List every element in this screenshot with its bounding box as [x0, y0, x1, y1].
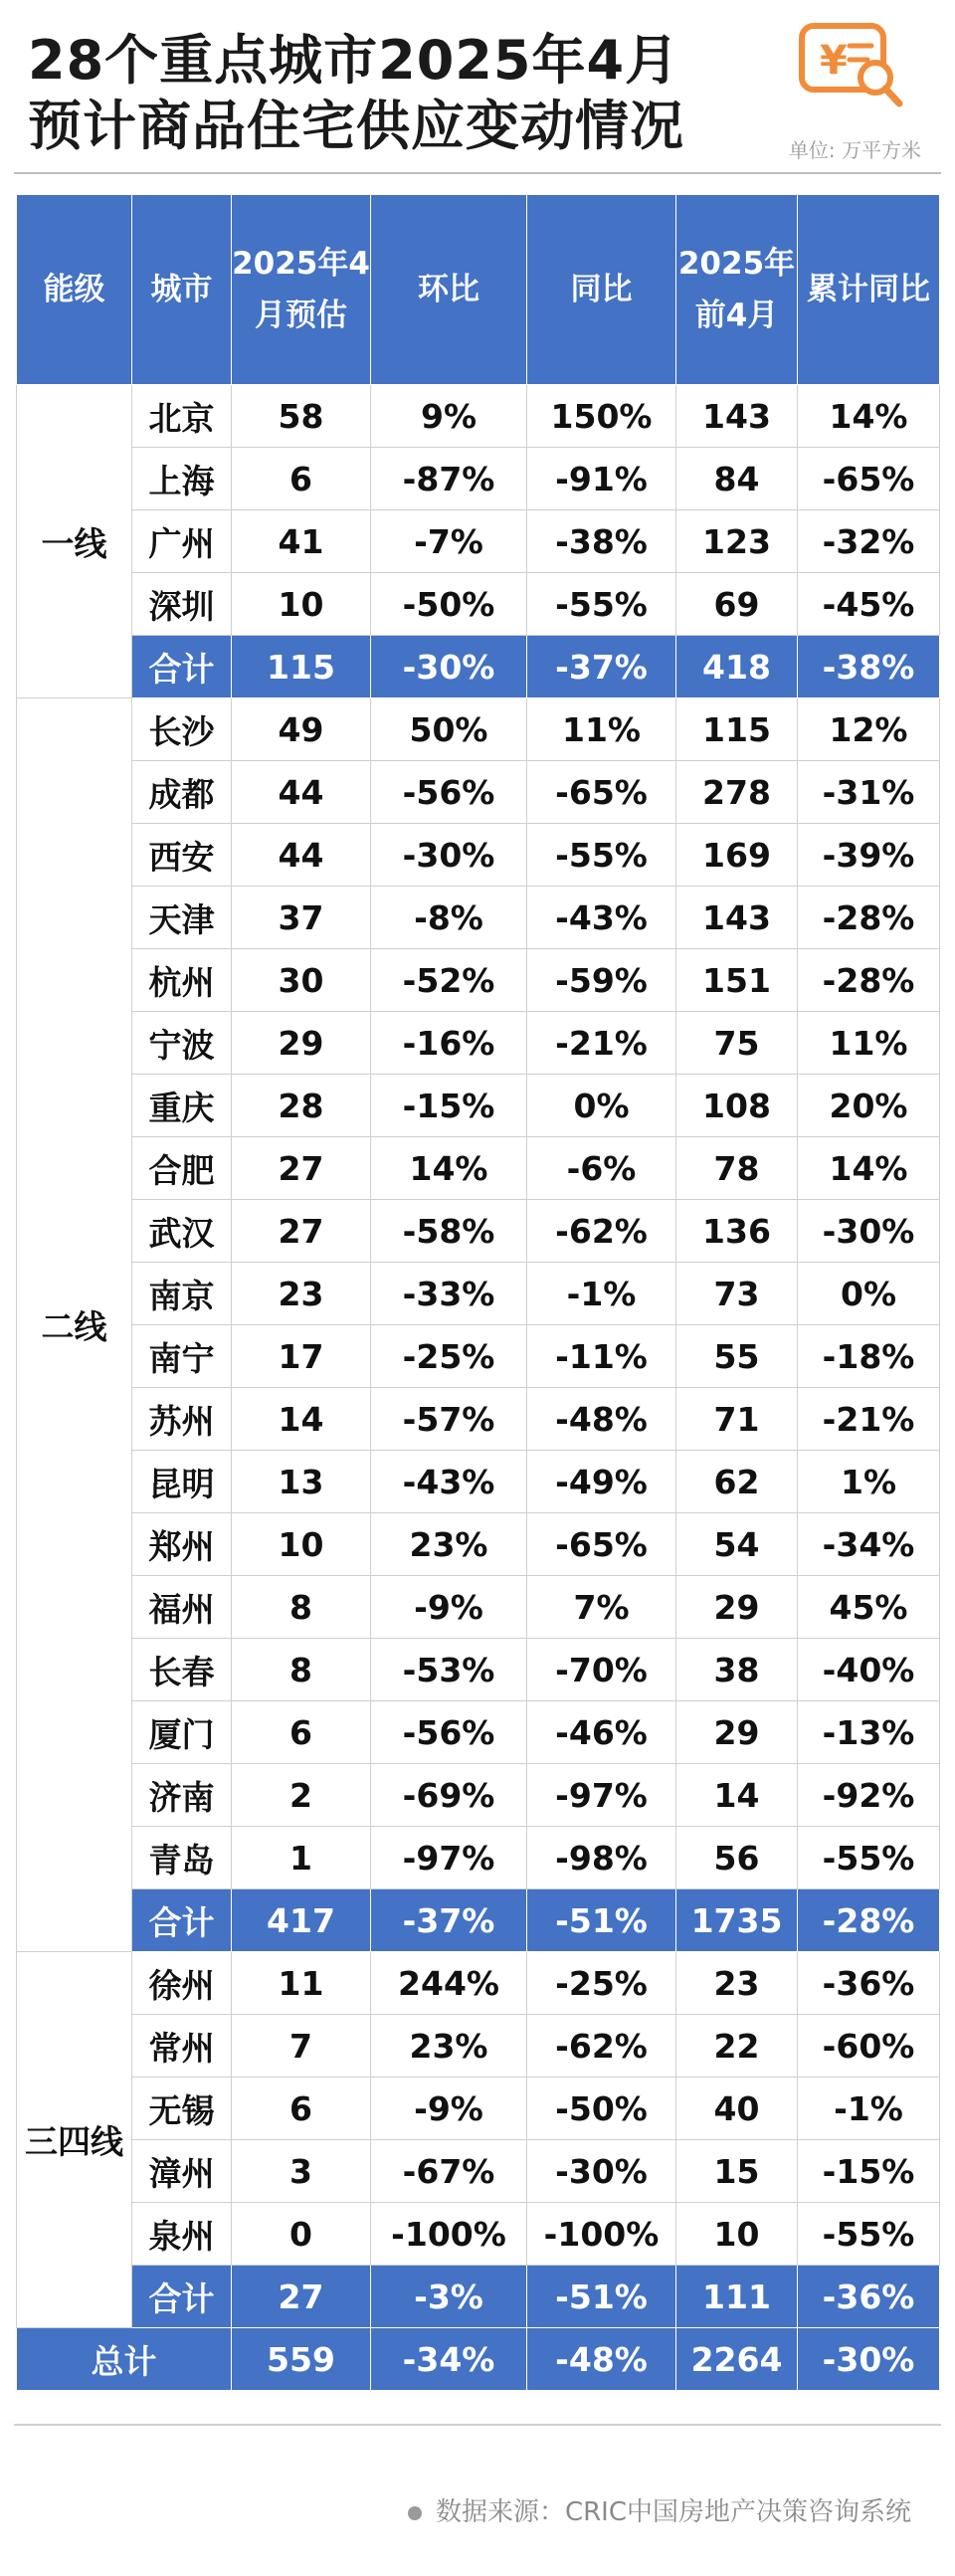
subtotal-value: -51%	[527, 1889, 676, 1952]
data-source-text: 数据来源：CRIC中国房地产决策咨询系统	[435, 2497, 911, 2527]
value-cell: 6	[232, 448, 371, 510]
table-row	[17, 1701, 940, 1764]
value-cell: 84	[676, 448, 798, 510]
table-row	[17, 1200, 940, 1263]
title-line-1: 28个重点城市2025年4月	[28, 29, 680, 92]
value-cell: 10	[676, 2203, 798, 2266]
value-cell: -32%	[798, 510, 940, 573]
value-cell: -38%	[527, 510, 676, 573]
value-cell: -100%	[527, 2203, 676, 2266]
value-cell: 73	[676, 1263, 798, 1325]
bullet-icon	[408, 2506, 422, 2520]
column-header: 环比	[371, 195, 527, 385]
value-cell: 45%	[798, 1576, 940, 1639]
value-cell: 7	[232, 2015, 371, 2078]
column-header: 2025年4月预估	[232, 195, 371, 385]
city-cell: 南京	[132, 1263, 232, 1325]
data-source	[408, 2491, 911, 2528]
value-cell: -67%	[371, 2140, 527, 2203]
column-header: 累计同比	[798, 195, 940, 385]
value-cell: -39%	[798, 824, 940, 887]
city-cell: 长春	[132, 1639, 232, 1701]
value-cell: 2	[232, 1764, 371, 1827]
table-row	[17, 1827, 940, 1889]
table-row	[17, 2140, 940, 2203]
value-cell: -97%	[527, 1764, 676, 1827]
table-row	[17, 1325, 940, 1388]
total-value: -48%	[527, 2328, 676, 2391]
header-divider	[14, 172, 941, 174]
value-cell: 14%	[798, 385, 940, 448]
subtotal-value: -30%	[371, 636, 527, 698]
value-cell: 0%	[798, 1263, 940, 1325]
city-cell: 济南	[132, 1764, 232, 1827]
value-cell: -92%	[798, 1764, 940, 1827]
subtotal-label: 合计	[132, 636, 232, 698]
value-cell: 29	[676, 1576, 798, 1639]
value-cell: 44	[232, 824, 371, 887]
value-cell: 23%	[371, 1513, 527, 1576]
value-cell: 20%	[798, 1075, 940, 1137]
value-cell: -60%	[798, 2015, 940, 2078]
city-cell: 杭州	[132, 949, 232, 1012]
value-cell: 123	[676, 510, 798, 573]
value-cell: 62	[676, 1451, 798, 1513]
value-cell: -40%	[798, 1639, 940, 1701]
value-cell: 3	[232, 2140, 371, 2203]
value-cell: 169	[676, 824, 798, 887]
footer-divider	[14, 2424, 941, 2426]
value-cell: -59%	[527, 949, 676, 1012]
value-cell: -97%	[371, 1827, 527, 1889]
value-cell: -55%	[527, 824, 676, 887]
city-cell: 深圳	[132, 573, 232, 636]
table-row	[17, 1137, 940, 1200]
city-cell: 成都	[132, 761, 232, 824]
value-cell: 38	[676, 1639, 798, 1701]
city-cell: 福州	[132, 1576, 232, 1639]
subtotal-value: -28%	[798, 1889, 940, 1952]
city-cell: 天津	[132, 887, 232, 949]
table-row	[17, 761, 940, 824]
city-cell: 长沙	[132, 698, 232, 761]
value-cell: -30%	[527, 2140, 676, 2203]
value-cell: 23%	[371, 2015, 527, 2078]
value-cell: 29	[676, 1701, 798, 1764]
value-cell: -7%	[371, 510, 527, 573]
value-cell: -100%	[371, 2203, 527, 2266]
city-cell: 昆明	[132, 1451, 232, 1513]
value-cell: 0	[232, 2203, 371, 2266]
subtotal-value: 27	[232, 2266, 371, 2328]
table-row	[17, 1075, 940, 1137]
tier-cell: 三四线	[17, 1952, 132, 2328]
total-value: 2264	[676, 2328, 798, 2391]
value-cell: -50%	[527, 2078, 676, 2140]
column-header: 能级	[17, 195, 132, 385]
value-cell: -11%	[527, 1325, 676, 1388]
value-cell: 0%	[527, 1075, 676, 1137]
city-cell: 重庆	[132, 1075, 232, 1137]
value-cell: 10	[232, 573, 371, 636]
tier-cell: 二线	[17, 698, 132, 1952]
value-cell: 6	[232, 1701, 371, 1764]
value-cell: -43%	[527, 887, 676, 949]
table-row	[17, 698, 940, 761]
table-row	[17, 1576, 940, 1639]
subtotal-value: -36%	[798, 2266, 940, 2328]
value-cell: 69	[676, 573, 798, 636]
total-value: -30%	[798, 2328, 940, 2391]
value-cell: -53%	[371, 1639, 527, 1701]
subtotal-value: -37%	[527, 636, 676, 698]
city-cell: 武汉	[132, 1200, 232, 1263]
value-cell: -36%	[798, 1952, 940, 2015]
total-value: 559	[232, 2328, 371, 2391]
value-cell: -65%	[527, 761, 676, 824]
subtotal-value: -37%	[371, 1889, 527, 1952]
table-row	[17, 1451, 940, 1513]
table-row	[17, 1639, 940, 1701]
value-cell: 150%	[527, 385, 676, 448]
value-cell: -13%	[798, 1701, 940, 1764]
table-row	[17, 448, 940, 510]
value-cell: -8%	[371, 887, 527, 949]
value-cell: 151	[676, 949, 798, 1012]
value-cell: -45%	[798, 573, 940, 636]
value-cell: 15	[676, 2140, 798, 2203]
table-row	[17, 2078, 940, 2140]
table-row	[17, 1263, 940, 1325]
value-cell: -57%	[371, 1388, 527, 1451]
supply-table	[16, 194, 940, 2391]
value-cell: 27	[232, 1137, 371, 1200]
value-cell: -25%	[371, 1325, 527, 1388]
value-cell: -25%	[527, 1952, 676, 2015]
svg-text:¥: ¥	[820, 38, 848, 84]
value-cell: -62%	[527, 2015, 676, 2078]
value-cell: 58	[232, 385, 371, 448]
city-cell: 合肥	[132, 1137, 232, 1200]
value-cell: 56	[676, 1827, 798, 1889]
value-cell: -91%	[527, 448, 676, 510]
value-cell: -21%	[527, 1012, 676, 1075]
value-cell: -1%	[527, 1263, 676, 1325]
value-cell: 75	[676, 1012, 798, 1075]
table-row	[17, 2203, 940, 2266]
value-cell: -16%	[371, 1012, 527, 1075]
value-cell: 22	[676, 2015, 798, 2078]
city-cell: 宁波	[132, 1012, 232, 1075]
value-cell: -9%	[371, 1576, 527, 1639]
city-cell: 漳州	[132, 2140, 232, 2203]
table-row	[17, 824, 940, 887]
column-header: 2025年前4月	[676, 195, 798, 385]
value-cell: 143	[676, 887, 798, 949]
subtotal-value: 418	[676, 636, 798, 698]
total-label: 总计	[17, 2328, 232, 2391]
subtotal-row	[17, 2266, 940, 2328]
value-cell: -6%	[527, 1137, 676, 1200]
value-cell: 14	[232, 1388, 371, 1451]
table-row	[17, 385, 940, 448]
value-cell: -28%	[798, 949, 940, 1012]
value-cell: 12%	[798, 698, 940, 761]
table-body	[17, 385, 940, 2391]
subtotal-row	[17, 1889, 940, 1952]
value-cell: -65%	[798, 448, 940, 510]
value-cell: 14%	[798, 1137, 940, 1200]
value-cell: 9%	[371, 385, 527, 448]
city-cell: 徐州	[132, 1952, 232, 2015]
value-cell: -28%	[798, 887, 940, 949]
tier-cell: 一线	[17, 385, 132, 698]
city-cell: 西安	[132, 824, 232, 887]
column-header: 同比	[527, 195, 676, 385]
value-cell: 6	[232, 2078, 371, 2140]
value-cell: -30%	[371, 824, 527, 887]
value-cell: -69%	[371, 1764, 527, 1827]
value-cell: -9%	[371, 2078, 527, 2140]
value-cell: 14	[676, 1764, 798, 1827]
value-cell: 11%	[798, 1012, 940, 1075]
value-cell: 37	[232, 887, 371, 949]
value-cell: 1%	[798, 1451, 940, 1513]
value-cell: 11	[232, 1952, 371, 2015]
value-cell: 8	[232, 1639, 371, 1701]
city-cell: 常州	[132, 2015, 232, 2078]
subtotal-label: 合计	[132, 2266, 232, 2328]
value-cell: -21%	[798, 1388, 940, 1451]
city-cell: 苏州	[132, 1388, 232, 1451]
value-cell: 13	[232, 1451, 371, 1513]
city-cell: 青岛	[132, 1827, 232, 1889]
unit-label: 单位: 万平方米	[788, 138, 921, 162]
value-cell: 78	[676, 1137, 798, 1200]
subtotal-value: 1735	[676, 1889, 798, 1952]
value-cell: 1	[232, 1827, 371, 1889]
value-cell: 29	[232, 1012, 371, 1075]
value-cell: 44	[232, 761, 371, 824]
city-cell: 郑州	[132, 1513, 232, 1576]
city-cell: 北京	[132, 385, 232, 448]
value-cell: 17	[232, 1325, 371, 1388]
value-cell: -55%	[527, 573, 676, 636]
table-header-row	[17, 195, 940, 385]
value-cell: -52%	[371, 949, 527, 1012]
table-row	[17, 887, 940, 949]
subtotal-value: -3%	[371, 2266, 527, 2328]
value-cell: 7%	[527, 1576, 676, 1639]
value-cell: -49%	[527, 1451, 676, 1513]
table-row	[17, 573, 940, 636]
value-cell: 40	[676, 2078, 798, 2140]
value-cell: -58%	[371, 1200, 527, 1263]
value-cell: -98%	[527, 1827, 676, 1889]
city-cell: 上海	[132, 448, 232, 510]
table-row	[17, 510, 940, 573]
value-cell: -55%	[798, 1827, 940, 1889]
value-cell: -15%	[371, 1075, 527, 1137]
value-cell: -87%	[371, 448, 527, 510]
value-cell: 30	[232, 949, 371, 1012]
value-cell: -18%	[798, 1325, 940, 1388]
page-title	[28, 28, 684, 159]
value-cell: -46%	[527, 1701, 676, 1764]
value-cell: -55%	[798, 2203, 940, 2266]
city-cell: 广州	[132, 510, 232, 573]
value-cell: -50%	[371, 573, 527, 636]
value-cell: 54	[676, 1513, 798, 1576]
subtotal-value: 111	[676, 2266, 798, 2328]
value-cell: 55	[676, 1325, 798, 1388]
value-cell: -33%	[371, 1263, 527, 1325]
subtotal-label: 合计	[132, 1889, 232, 1952]
total-value: -34%	[371, 2328, 527, 2391]
table-row	[17, 1012, 940, 1075]
value-cell: 14%	[371, 1137, 527, 1200]
value-cell: 115	[676, 698, 798, 761]
value-cell: 28	[232, 1075, 371, 1137]
subtotal-value: -51%	[527, 2266, 676, 2328]
value-cell: -15%	[798, 2140, 940, 2203]
value-cell: -34%	[798, 1513, 940, 1576]
city-cell: 南宁	[132, 1325, 232, 1388]
value-cell: 278	[676, 761, 798, 824]
subtotal-row	[17, 636, 940, 698]
value-cell: 143	[676, 385, 798, 448]
value-cell: 11%	[527, 698, 676, 761]
column-header: 城市	[132, 195, 232, 385]
table-row	[17, 1513, 940, 1576]
value-cell: -31%	[798, 761, 940, 824]
value-cell: 27	[232, 1200, 371, 1263]
value-cell: 10	[232, 1513, 371, 1576]
subtotal-value: 417	[232, 1889, 371, 1952]
value-cell: 244%	[371, 1952, 527, 2015]
table-row	[17, 1764, 940, 1827]
value-cell: -56%	[371, 761, 527, 824]
header	[0, 0, 955, 177]
subtotal-value: 115	[232, 636, 371, 698]
table-row	[17, 1388, 940, 1451]
title-line-2: 预计商品住宅供应变动情况	[28, 95, 684, 157]
value-cell: 136	[676, 1200, 798, 1263]
value-cell: 23	[676, 1952, 798, 2015]
value-cell: -30%	[798, 1200, 940, 1263]
yuan-search-icon	[798, 20, 907, 109]
value-cell: 49	[232, 698, 371, 761]
value-cell: -70%	[527, 1639, 676, 1701]
value-cell: 41	[232, 510, 371, 573]
subtotal-value: -38%	[798, 636, 940, 698]
value-cell: 23	[232, 1263, 371, 1325]
value-cell: 71	[676, 1388, 798, 1451]
table-row	[17, 949, 940, 1012]
value-cell: -62%	[527, 1200, 676, 1263]
city-cell: 泉州	[132, 2203, 232, 2266]
value-cell: 8	[232, 1576, 371, 1639]
city-cell: 无锡	[132, 2078, 232, 2140]
value-cell: -43%	[371, 1451, 527, 1513]
value-cell: -48%	[527, 1388, 676, 1451]
value-cell: -1%	[798, 2078, 940, 2140]
city-cell: 厦门	[132, 1701, 232, 1764]
value-cell: 108	[676, 1075, 798, 1137]
value-cell: -65%	[527, 1513, 676, 1576]
table-row	[17, 1952, 940, 2015]
table-row	[17, 2015, 940, 2078]
total-row	[17, 2328, 940, 2391]
value-cell: -56%	[371, 1701, 527, 1764]
value-cell: 50%	[371, 698, 527, 761]
